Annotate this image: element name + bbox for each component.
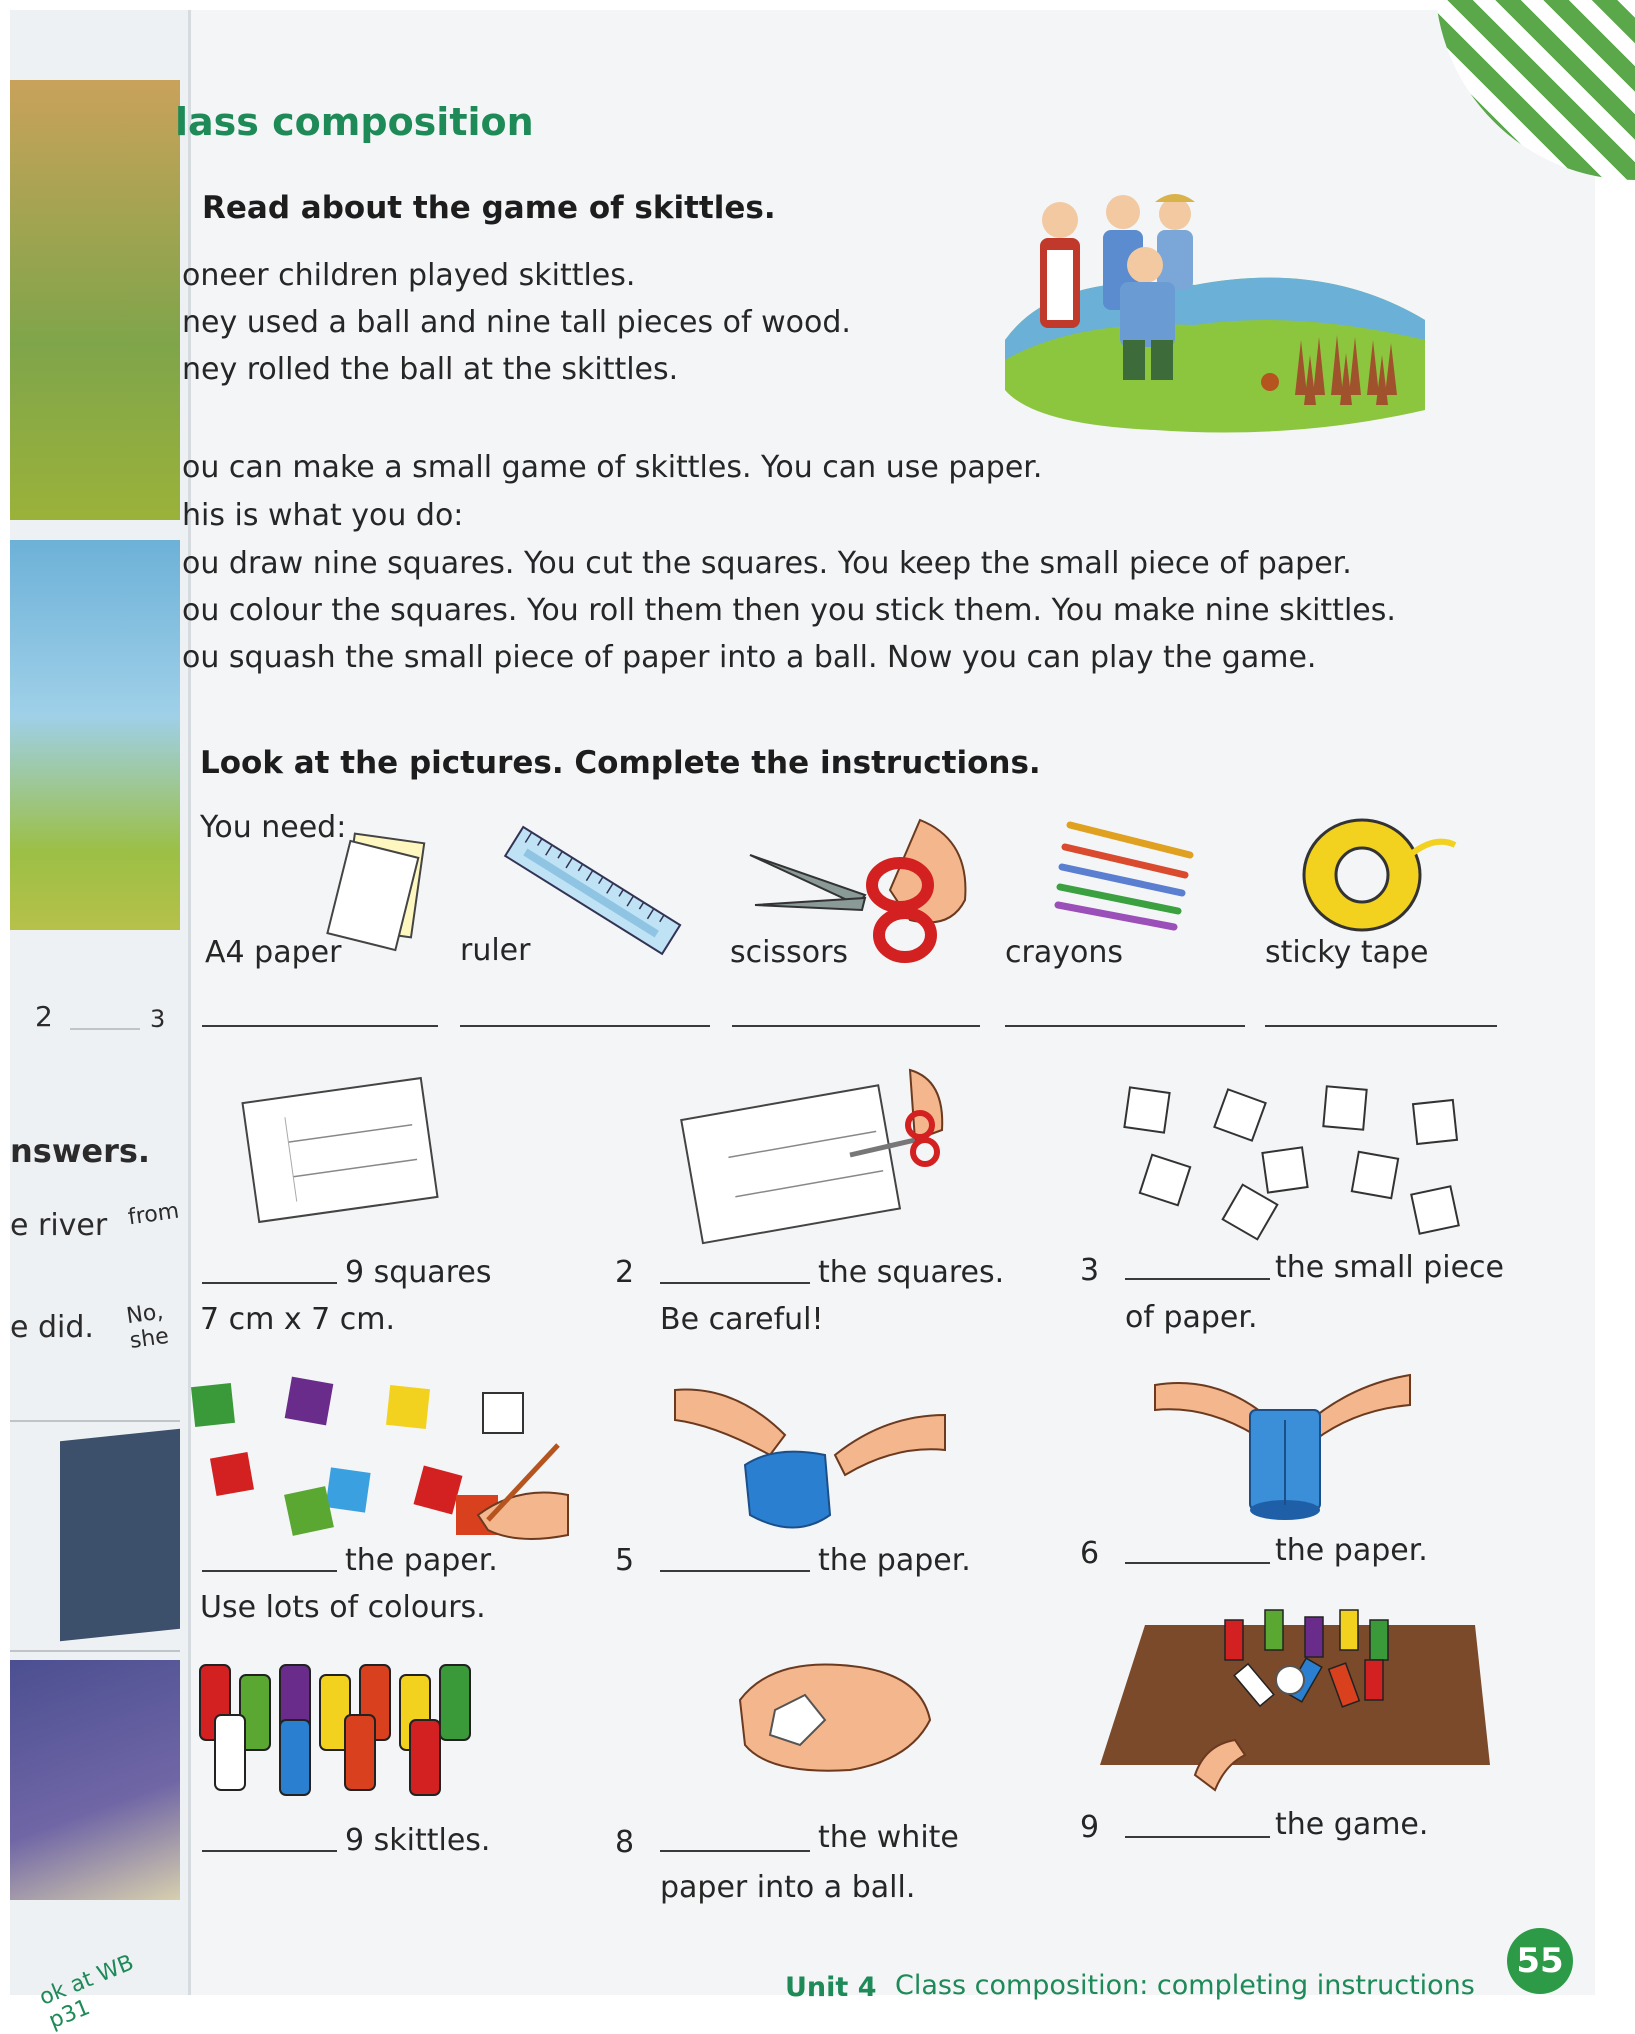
material-answer-blank[interactable] — [732, 1025, 980, 1027]
material-answer-blank[interactable] — [202, 1025, 438, 1027]
step-answer-blank[interactable] — [202, 1570, 337, 1572]
step-text: the paper. — [345, 1543, 498, 1578]
step-text: 9 skittles. — [345, 1823, 491, 1858]
girl-running-illustration — [10, 540, 180, 930]
material-label: crayons — [1005, 935, 1123, 970]
left-answers-heading: nswers. — [10, 1132, 151, 1170]
left-num-3: 3 — [150, 1005, 166, 1033]
step-text: the paper. — [818, 1543, 971, 1578]
step-answer-blank[interactable] — [660, 1570, 810, 1572]
section-title: lass composition — [175, 100, 534, 144]
footer-title: Class composition: completing instructions — [895, 1970, 1475, 2001]
draw-squares-picture — [240, 1070, 440, 1230]
exercise1-line: ney rolled the ball at the skittles. — [182, 352, 679, 387]
corner-stripe-decoration — [1435, 0, 1635, 180]
roll-paper-picture — [675, 1375, 955, 1545]
step-answer-blank[interactable] — [660, 1850, 810, 1852]
footer-unit-label: Unit 4 — [785, 1972, 877, 2003]
step-answer-blank[interactable] — [660, 1282, 810, 1284]
step-text: 9 squares — [345, 1255, 492, 1290]
answer-line — [70, 1028, 140, 1030]
step-answer-blank[interactable] — [202, 1282, 337, 1284]
material-label: A4 paper — [205, 935, 342, 970]
left-text-river: e river — [10, 1208, 108, 1243]
material-answer-blank[interactable] — [460, 1025, 710, 1027]
step-text-line2: Use lots of colours. — [200, 1590, 486, 1625]
left-divider — [10, 1420, 180, 1422]
material-answer-blank[interactable] — [1005, 1025, 1245, 1027]
step-text-line2: of paper. — [1125, 1300, 1258, 1335]
exercise1-line: oneer children played skittles. — [182, 258, 636, 293]
material-label: scissors — [730, 935, 849, 970]
step-number: 3 — [1080, 1253, 1100, 1288]
step-text: the paper. — [1275, 1533, 1428, 1568]
left-wb-ref: ok at WB p31 — [36, 1950, 138, 2034]
step-text-line2: paper into a ball. — [660, 1870, 916, 1905]
step-answer-blank[interactable] — [1125, 1562, 1270, 1564]
material-label: ruler — [460, 933, 531, 968]
play-game-picture — [1095, 1605, 1495, 1795]
material-label: sticky tape — [1265, 935, 1429, 970]
step-text: the white — [818, 1820, 959, 1855]
step-text-line2: 7 cm x 7 cm. — [200, 1302, 396, 1337]
exercise1-line: ou squash the small piece of paper into a ball. Now you can play the game. — [182, 640, 1317, 675]
pioneer-reading-illustration — [10, 80, 180, 520]
step-number: 9 — [1080, 1810, 1100, 1845]
keep-small-paper-picture — [1115, 1080, 1465, 1250]
step-text: the game. — [1275, 1807, 1429, 1842]
sticky-tape-icon — [1300, 815, 1460, 935]
crayons-icon — [1050, 815, 1200, 935]
squash-paper-picture — [730, 1650, 940, 1790]
step-number: 8 — [615, 1825, 635, 1860]
exercise2-heading: Look at the pictures. Complete the instructions. — [200, 745, 1041, 781]
page-number-badge: 55 — [1507, 1928, 1573, 1994]
left-text-no-she: No, she — [124, 1299, 171, 1354]
book-photo — [10, 10, 1595, 2034]
paper-icon — [328, 828, 428, 958]
exercise1-line: ney used a ball and nine tall pieces of wood. — [182, 305, 851, 340]
left-text-did: e did. — [10, 1310, 94, 1345]
colour-squares-picture — [188, 1375, 578, 1550]
children-playing-skittles-illustration — [995, 190, 1435, 450]
exercise1-line: ou colour the squares. You roll them then you stick them. You make nine skittles. — [182, 593, 1396, 628]
step-text: the small piece — [1275, 1250, 1504, 1285]
step-number: 6 — [1080, 1536, 1100, 1571]
cut-squares-picture — [680, 1060, 980, 1240]
left-divider — [10, 1650, 180, 1652]
exercise1-line: ou draw nine squares. You cut the squares. You keep the small piece of paper. — [182, 546, 1352, 581]
snowflake-illustration — [10, 1660, 180, 1900]
material-answer-blank[interactable] — [1265, 1025, 1497, 1027]
exercise1-line: his is what you do: — [182, 498, 464, 533]
step-answer-blank[interactable] — [1125, 1836, 1270, 1838]
step-number: 2 — [615, 1255, 635, 1290]
exercise1-heading: Read about the game of skittles. — [202, 190, 776, 226]
nine-skittles-picture — [195, 1660, 515, 1800]
you-need-label: You need: — [200, 810, 347, 845]
exercise1-line: ou can make a small game of skittles. You can use paper. — [182, 450, 1043, 485]
step-answer-blank[interactable] — [1125, 1278, 1270, 1280]
step-number: 5 — [615, 1543, 635, 1578]
snowy-night-illustration — [60, 1429, 180, 1642]
left-num-2: 2 — [35, 1000, 53, 1033]
step-text: the squares. — [818, 1255, 1005, 1290]
step-answer-blank[interactable] — [202, 1850, 337, 1852]
left-page — [10, 10, 191, 2034]
stick-paper-picture — [1155, 1365, 1415, 1525]
left-text-from: from — [126, 1198, 181, 1231]
step-text-line2: Be careful! — [660, 1302, 824, 1337]
